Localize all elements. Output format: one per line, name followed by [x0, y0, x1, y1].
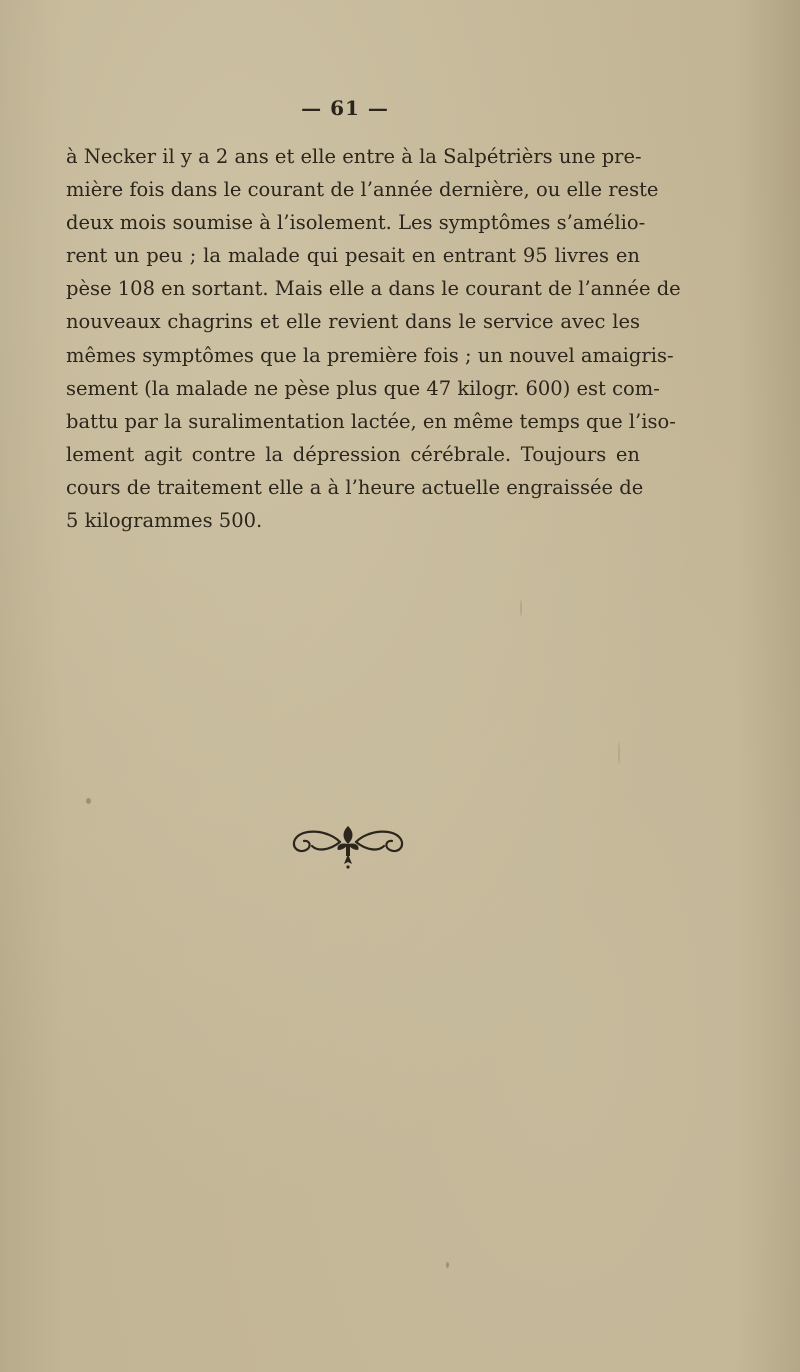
text-line: 5 kilogrammes 500.: [66, 509, 263, 533]
body-paragraph: [66, 140, 681, 537]
text-line: lement agit contre la dépression cérébrale. Toujours en: [66, 442, 640, 466]
paper-speck: [86, 798, 91, 804]
fleuron-ornament-icon: [284, 820, 412, 872]
text-line: mière fois dans le courant de l’année dernière, ou elle reste: [66, 178, 659, 202]
text-line: à Necker il y a 2 ans et elle entre à la Salpétrièrs une pre-: [66, 145, 642, 168]
text-line: mêmes symptômes que la première fois ; un nouvel amaigris-: [66, 343, 674, 367]
text-line: pèse 108 en sortant. Mais elle a dans le courant de l’année de: [66, 277, 681, 301]
page-number: — 61 —: [301, 96, 389, 120]
paper-speck: [446, 1262, 449, 1268]
text-line: rent un peu ; la malade qui pesait en entrant 95 livres en: [66, 244, 640, 268]
text-line: sement (la malade ne pèse plus que 47 kilogr. 600) est com-: [66, 376, 660, 400]
text-line: deux mois soumise à l’isolement. Les symptômes s’amélio-: [66, 211, 646, 235]
text-line: nouveaux chagrins et elle revient dans le service avec les: [66, 310, 640, 334]
text-line: battu par la suralimentation lactée, en même temps que l’iso-: [66, 409, 676, 433]
paper-speck: [618, 742, 620, 764]
text-line: cours de traitement elle a à l’heure actuelle engraissée de: [66, 475, 644, 499]
paper-speck: [520, 600, 522, 616]
